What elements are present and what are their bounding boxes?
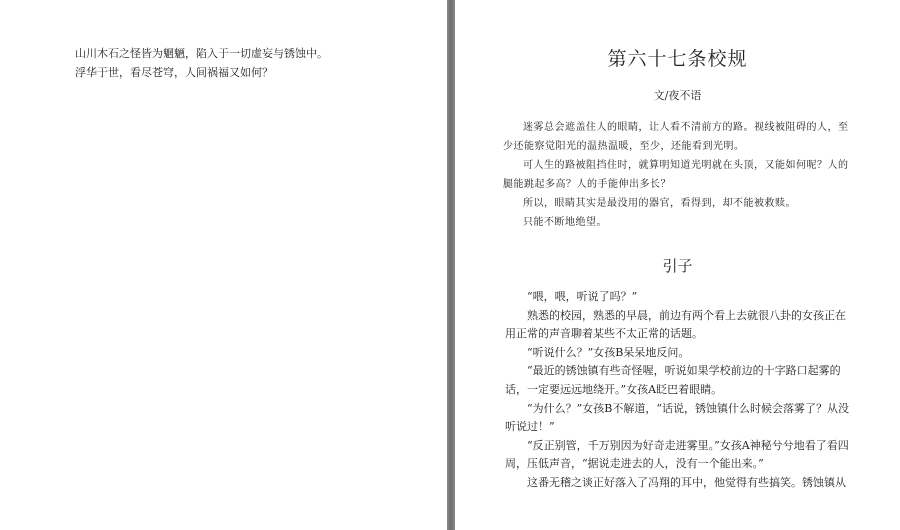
section-title: 引子 — [662, 257, 693, 275]
page-gutter — [447, 0, 455, 530]
body-paragraph: 熟悉的校园，熟悉的早晨，前边有两个看上去就很八卦的女孩正在用正常的声音聊着某些不太正常的话题。 — [505, 308, 846, 341]
epigraph-line: 浮华于世，看尽苍穹，人间祸福又如何？ — [75, 66, 273, 79]
preface-paragraph: 只能不断地绝望。 — [523, 217, 607, 228]
chapter-title: 第六十七条校规 — [607, 48, 748, 70]
author-line: 文/夜不语 — [653, 89, 702, 102]
body-paragraph: “喂，喂，听说了吗？” — [527, 290, 638, 303]
body-text — [505, 288, 849, 493]
right-page — [455, 0, 900, 530]
left-page — [0, 0, 447, 530]
epigraph-line: 山川木石之怪皆为魍魉，陷入于一切虚妄与锈蚀中。 — [75, 47, 328, 60]
body-paragraph: “最近的锈蚀镇有些奇怪喔，听说如果学校前边的十字路口起雾的话，一定要远远地绕开。”女孩A眨巴着眼睛。 — [505, 364, 841, 396]
preface — [503, 118, 849, 232]
body-paragraph: “反正别管，千万别因为好奇走进雾里。”女孩A神秘兮兮地看了看四周，压低声音，“据说走进去的人，没有一个能出来。” — [505, 438, 849, 471]
preface-paragraph: 迷雾总会遮盖住人的眼睛，让人看不清前方的路。视线被阻碍的人，至少还能察觉阳光的温热温暖，至少，还能看到光明。 — [503, 122, 849, 152]
epigraph — [75, 44, 415, 82]
preface-paragraph: 所以，眼睛其实是最没用的器官，看得到，却不能被救赎。 — [523, 198, 796, 209]
body-paragraph: “听说什么？”女孩B呆呆地反问。 — [527, 345, 690, 359]
body-paragraph: “为什么？”女孩B不解道，“话说，锈蚀镇什么时候会落雾了？从没听说过！” — [505, 401, 849, 434]
preface-paragraph: 可人生的路被阻挡住时，就算明知道光明就在头顶，又能如何呢？人的腿能跳起多高？人的手能伸出多长？ — [503, 160, 849, 190]
body-paragraph: 这番无稽之谈正好落入了冯翔的耳中，他觉得有些搞笑。锈蚀镇从 — [527, 475, 846, 489]
